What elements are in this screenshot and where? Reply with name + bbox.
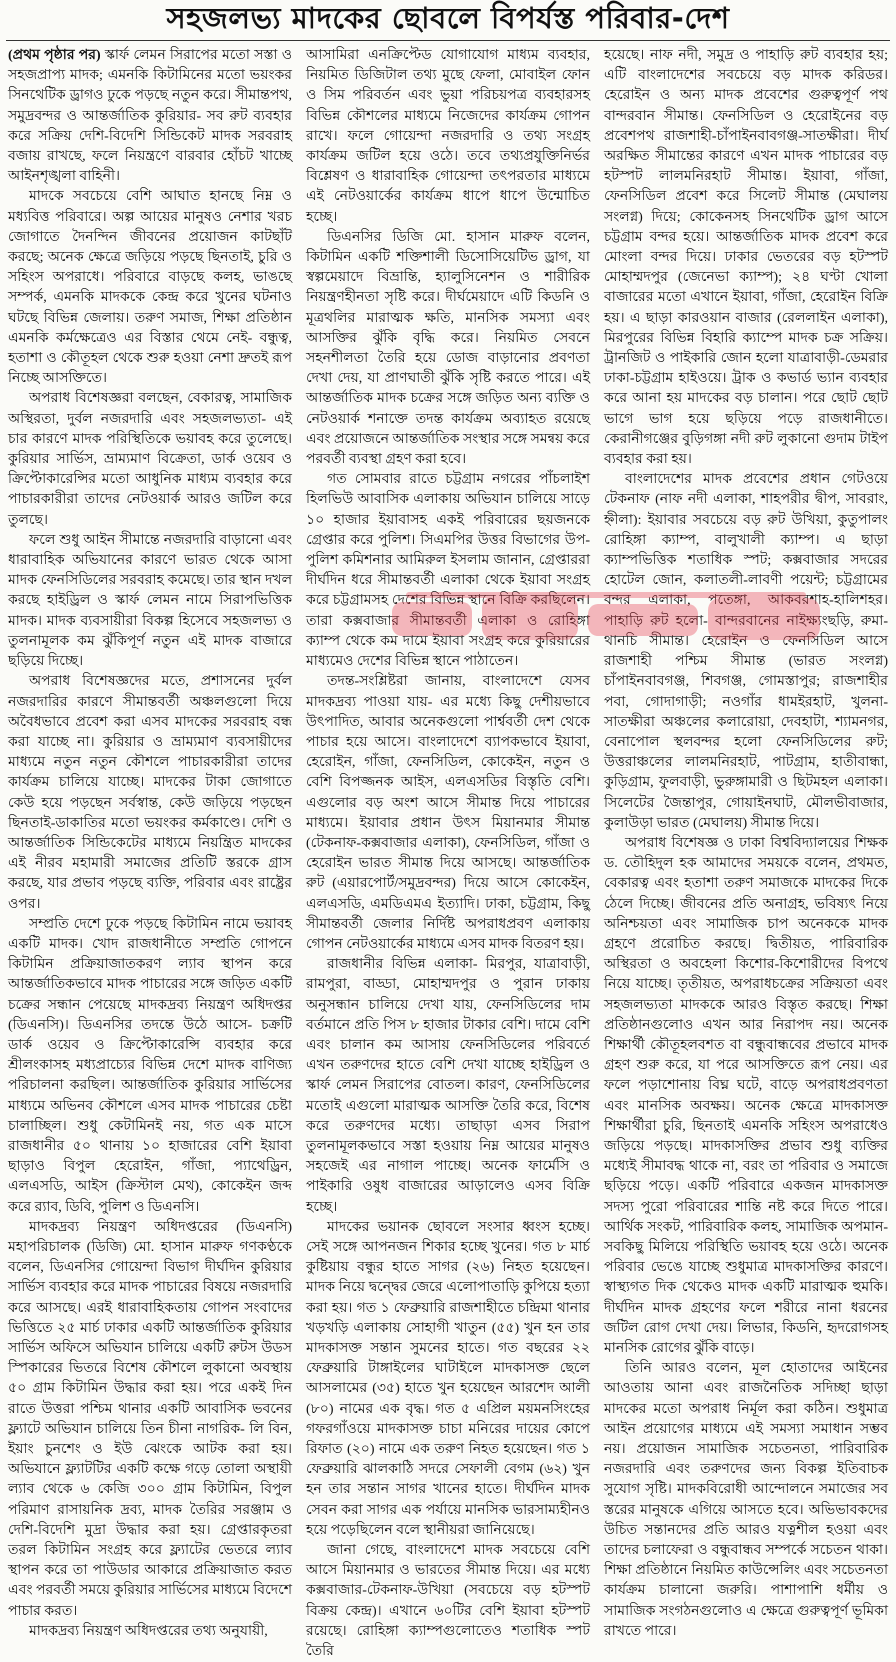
article-paragraph: রাজধানীর বিভিন্ন এলাকা- মিরপুর, যাত্রাবাড়ী, রামপুরা, বাড্ডা, মোহাম্মদপুর ও পুরান ঢাকায় অনুসন্ধান চালিয়ে দেখা যায়, ফেনসিডিলের দাম বর্তমানে প্রতি পিস ৮ হাজার টাকার বেশি। দামে বেশি এবং চালান কম আসায় ফেনসিডিলের পরিবর্তে এখন তরুণদের হাতে বেশি দেখা যাচ্ছে হাইড্রিল ও স্কার্ফ লেমন সিরাপের বোতল। কারণ, ফেনসিডিলের মতোই এগুলো মারাত্মক আসক্তি তৈরি করে, বিশেষ করে তরুণদের মধ্যে। তাছাড়া এসব সিরাপ তুলনামূলকভাবে সস্তা হওয়ায় নিম্ন আয়ের মানুষও সহজেই এর নাগাল পাচ্ছে। অনেক ফার্মেসি ও পাইকারি ওষুধ বাজারের আড়ালেও এসব বিক্রি হচ্ছে।: [306, 957, 590, 1215]
article-paragraph: ফলে শুধু আইন সীমান্তে নজরদারি বাড়ানো এবং ধারাবাহিক অভিযানের কারণে ভারত থেকে আসা মাদক ফেনসিডিলের সরবরাহ কমেছে। তার স্থান দখল করছে হাইড্রিল ও স্কার্ফ লেমন নামে সিরাপভিত্তিক মাদক। মাদক ব্যবসায়ীরা বিকল্প হিসেবে সহজলভ্য ও তুলনামূলক কম ঝুঁকিপূর্ণ নতুন এই মাদক বাজারে ছড়িয়ে দিচ্ছে।: [8, 532, 292, 670]
headline-bar: [6, 0, 890, 41]
article-paragraph: অপরাধ বিশেষজ্ঞরা বলছেন, বেকারত্ব, সামাজিক অস্থিরতা, দুর্বল নজরদারি এবং সহজলভ্যতা- এই চার কারণে মাদক পরিস্থিতিকে ভয়াবহ করে তুলেছে। কুরিয়ার সার্ভিস, ভ্রাম্যমাণ বিক্রেতা, ডার্ক ওয়েব ও ক্রিপ্টোকারেন্সির মতো আধুনিক মাধ্যম ব্যবহার করে পাচারকারীরা তাদের নেটওয়ার্ক আরও জটিল করে তুলছে।: [8, 391, 292, 528]
article-paragraph: গত সোমবার রাতে চট্টগ্রাম নগরের পাঁচলাইশ হিলভিউ আবাসিক এলাকায় অভিযান চালিয়ে সাড়ে ১০ হাজার ইয়াবাসহ একই পরিবারের ছয়জনকে গ্রেপ্তার করে পুলিশ। সিএমপির উত্তর বিভাগের উপ-পুলিশ কমিশনার আমিরুল ইসলাম জানান, গ্রেপ্তাররা দীর্ঘদিন ধরে সীমান্তবর্তী এলাকা থেকে ইয়াবা সংগ্রহ করে চট্টগ্রামসহ দেশের বিভিন্ন স্থানে বিক্রি করছিলেন। তারা কক্সবাজার সীমান্তবর্তী এলাকা ও রোহিঙ্গা ক্যাম্প থেকে কম দামে ইয়াবা সংগ্রহ করে কুরিয়ারের মাধ্যমেও দেশের বিভিন্ন স্থানে পাঠাতেন।: [306, 472, 590, 670]
article-column-1: [8, 46, 293, 1639]
article-paragraph: মাদকদ্রব্য নিয়ন্ত্রণ অধিদপ্তরের তথ্য অনুযায়ী,: [29, 1623, 268, 1639]
article-paragraph: ডিএনসির ডিজি মো. হাসান মারুফ বলেন, কিটামিন একটি শক্তিশালী ডিসোসিয়েটিভ ড্রাগ, যা স্বল্পমেয়াদে বিভ্রান্তি, হ্যালুসিনেশন ও শারীরিক নিয়ন্ত্রণহীনতা সৃষ্টি করে। দীর্ঘমেয়াদে এটি কিডনি ও মূত্রথলির মারাত্মক ক্ষতি, মানসিক সমস্যা এবং আসক্তির ঝুঁকি বৃদ্ধি করে। নিয়মিত সেবনে সহনশীলতা তৈরি হয়ে ডোজ বাড়ানোর প্রবণতা দেখা দেয়, যা প্রাণঘাতী ঝুঁকি সৃষ্টি করতে পারে। এই আন্তর্জাতিক মাদক চক্রের সঙ্গে জড়িত অন্য ব্যক্তি ও নেটওয়ার্ক শনাক্তে তদন্ত কার্যক্রম অব্যাহত রয়েছে এবং প্রয়োজনে আন্তর্জাতিক সংস্থার সঙ্গে সমন্বয় করে পরবর্তী ব্যবস্থা গ্রহণ করা হবে।: [306, 229, 590, 468]
article-paragraph: [8, 46, 292, 187]
article-paragraph: জানা গেছে, বাংলাদেশে মাদক সবচেয়ে বেশি আসে মিয়ানমার ও ভারতের সীমান্ত দিয়ে। এর মধ্যে কক্সবাজার-টেকনাফ-উখিয়া (সবচেয়ে বড় হটস্পট বিক্রয় কেন্দ্র)। এখানে ৬০টির বেশি ইয়াবা হটস্পট রয়েছে। রোহিঙ্গা ক্যাম্পগুলোতেও শতাধিক স্পট তৈরি: [306, 1543, 590, 1660]
article-paragraph: বাংলাদেশের মাদক প্রবেশের প্রধান গেটওয়ে টেকনাফ (নাফ নদী এলাকা, শাহপরীর দ্বীপ, সাবরাং, হ্নীলা): ইয়াবার সবচেয়ে বড় রুট উখিয়া, কুতুপালং রোহিঙ্গা ক্যাম্প, বালুখালী ক্যাম্প। এ ছাড়া ক্যাম্পভিত্তিক শতাধিক স্পট; কক্সবাজার সদরের হোটেল জোন, কলাতলী-লাবণী পয়েন্ট; চট্টগ্রামের বন্দর এলাকা, পতেঙ্গা, আকবরশাহ-হালিশহর। পাহাড়ি রুট হলো- বান্দরবানের নাইক্ষ্যংছড়ি, রুমা-থানচি সীমান্ত। হেরোইন ও ফেনসিডিল আসে রাজশাহী পশ্চিম সীমান্ত (ভারত সংলগ্ন) চাঁপাইনবাবগঞ্জ, শিবগঞ্জ, গোমস্তাপুর; রাজশাহীর পবা, গোদাগাড়ী; নওগাঁর ধামইরহাট, খুলনা-সাতক্ষীরা অঞ্চলের কলারোয়া, দেবহাটা, শ্যামনগর, বেনাপোল স্থলবন্দর হলো ফেনসিডিলের রুট; উত্তরাঞ্চলের লালমনিরহাট, পাটগ্রাম, হাতীবান্ধা, কুড়িগ্রাম, ফুলবাড়ী, ভুরুঙ্গামারী ও ছিটমহল এলাকা। সিলেটের জৈন্তাপুর, গোয়াইনঘাট, মৌলভীবাজার, কুলাউড়া ভারত (মেঘালয়) সীমান্ত দিয়ে।: [604, 472, 888, 831]
article-paragraph: অপরাধ বিশেষজ্ঞ ও ঢাকা বিশ্ববিদ্যালয়ের শিক্ষক ড. তৌহিদুল হক আমাদের সময়কে বলেন, প্রথমত, বেকারত্ব এবং হতাশা তরুণ সমাজকে মাদকের দিকে ঠেলে দিচ্ছে। জীবনের প্রতি অনাগ্রহ, ভবিষ্যৎ নিয়ে অনিশ্চয়তা এবং সামাজিক চাপ অনেককে মাদক গ্রহণে প্ররোচিত করছে। দ্বিতীয়ত, পারিবারিক অস্থিরতা ও অবহেলা কিশোর-কিশোরীদের বিপথে নিয়ে যাচ্ছে। তৃতীয়ত, অপরাধচক্রের সক্রিয়তা এবং সহজলভ্যতা মাদককে আরও বিস্তৃত করছে। শিক্ষা প্রতিষ্ঠানগুলোও এখন আর নিরাপদ নয়। অনেক শিক্ষার্থী কৌতূহলবশত বা বন্ধুবান্ধবের প্রভাবে মাদক গ্রহণ শুরু করে, যা পরে আসক্তিতে রূপ নেয়। এর ফলে পড়াশোনায় বিঘ্ন ঘটে, বাড়ে অপরাধপ্রবণতা এবং মানসিক অবক্ষয়। অনেক ক্ষেত্রে মাদকাসক্ত শিক্ষার্থীরা চুরি, ছিনতাই এমনকি সহিংস অপরাধেও জড়িয়ে পড়ছে। মাদকাসক্তির প্রভাব শুধু ব্যক্তির মধ্যেই সীমাবদ্ধ থাকে না, বরং তা পরিবার ও সমাজে ছড়িয়ে পড়ে। একটি পরিবারে একজন মাদকাসক্ত সদস্য পুরো পরিবারের শান্তি নষ্ট করে দিতে পারে। আর্থিক সংকট, পারিবারিক কলহ, সামাজিক অপমান- সবকিছু মিলিয়ে পরিস্থিতি ভয়াবহ হয়ে ওঠে। অনেক পরিবার ভেঙে যাচ্ছে শুধুমাত্র মাদকাসক্তির কারণে। স্বাস্থ্যগত দিক থেকেও মাদক একটি মারাত্মক হুমকি। দীর্ঘদিন মাদক গ্রহণের ফলে শরীরে নানা ধরনের জটিল রোগ দেখা দেয়। লিভার, কিডনি, হৃদরোগসহ মানসিক রোগের ঝুঁকি বাড়ে।: [604, 835, 888, 1356]
article-paragraph: অপরাধ বিশেষজ্ঞদের মতে, প্রশাসনের দুর্বল নজরদারির কারণে সীমান্তবর্তী অঞ্চলগুলো দিয়ে অবৈধভাবে প্রবেশ করা এসব মাদকের সরবরাহ বন্ধ করা যাচ্ছে না। কুরিয়ার ও ভ্রাম্যমাণ ব্যবসায়ীদের মাধ্যমে নতুন নতুন কৌশলে পাচারকারীরা তাদের কার্যক্রম চালিয়ে যাচ্ছে। মাদকের টাকা জোগাতে কেউ হয়ে পড়ছেন সর্বস্বান্ত, কেউ জড়িয়ে পড়ছেন ছিনতাই-ডাকাতির মতো ভয়ংকর কর্মকাণ্ডে। দেশি ও আন্তর্জাতিক সিন্ডিকেটের মাধ্যমে নিয়ন্ত্রিত মাদকের এই নীরব মহামারী সমাজের প্রতিটি স্তরকে গ্রাস করছে, যার প্রভাব পড়ছে ব্যক্তি, পরিবার এবং রাষ্ট্রের ওপর।: [8, 674, 292, 912]
article-paragraph: মাদকের ভয়ানক ছোবলে সংসার ধ্বংস হচ্ছে। সেই সঙ্গে আপনজন শিকার হচ্ছে খুনের। গত ৮ মার্চ কুষ্টিয়ায় বন্ধুর হাতে সাগর (২৬) নিহত হয়েছেন। মাদক নিয়ে দ্বন্দ্বের জেরে এলোপাতাড়ি কুপিয়ে হত্যা করা হয়। গত ১ ফেব্রুয়ারি রাজশাহীতে চন্দ্রিমা থানার খড়খড়ি এলাকায় সোহাগী খাতুন (৫৫) খুন হন তার মাদকাসক্ত সন্তান সুমনের হাতে। গত বছরের ২২ ফেব্রুয়ারি টাঙ্গাইলের ঘাটাইলে মাদকাসক্ত ছেলে আসলামের (৩৫) হাতে খুন হয়েছেন আরশেদ আলী (৮০) নামের এক বৃদ্ধ। গত ৫ এপ্রিল ময়মনসিংহের গফরগাঁওয়ে মাদকাসক্ত চাচা মনিরের দায়ের কোপে রিফাত (২০) নামে এক তরুণ নিহত হয়েছেন। গত ১ ফেব্রুয়ারি ঝালকাঠি সদরে সেফালী বেগম (৬২) খুন হন তার সন্তান সাগর খানের হাতে। দীর্ঘদিন মাদক সেবন করা সাগর এক পর্যায়ে মানসিক ভারসাম্যহীনও হয়ে পড়েছিলেন বলে স্থানীয়রা জানিয়েছে।: [306, 1219, 590, 1538]
article-paragraph: হয়েছে। নাফ নদী, সমুদ্র ও পাহাড়ি রুট ব্যবহার হয়; এটি বাংলাদেশের সবচেয়ে বড় মাদক করিডর। হেরোইন ও অন্য মাদক প্রবেশের গুরুত্বপূর্ণ পথ বান্দরবান সীমান্ত। ফেনসিডিল ও হেরোইনের বড় প্রবেশপথ রাজশাহী-চাঁপাইনবাবগঞ্জ-সাতক্ষীরা। দীর্ঘ অরক্ষিত সীমান্তের কারণে এখন মাদক পাচারের বড় হটস্পট লালমনিরহাট সীমান্ত। ইয়াবা, গাঁজা, ফেনসিডিল প্রবেশ করে সিলেট সীমান্ত (মেঘালয় সংলগ্ন) দিয়ে; কোকেনসহ সিনথেটিক ড্রাগ আসে চট্টগ্রাম বন্দর হয়ে। আন্তর্জাতিক মাদক প্রবেশ করে মোংলা বন্দর দিয়ে। ঢাকার ভেতরের বড় হটস্পট মোহাম্মদপুর (জেনেভা ক্যাম্প); ২৪ ঘণ্টা খোলা বাজারের মতো এখানে ইয়াবা, গাঁজা, হেরোইন বিক্রি হয়। এ ছাড়া কারওয়ান বাজার (রেললাইন এলাকা), মিরপুরের বিভিন্ন বিহারি ক্যাম্পে মাদক চক্র সক্রিয়। ট্রানজিট ও পাইকারি জোন হলো যাত্রাবাড়ী-ডেমরার ঢাকা-চট্টগ্রাম হাইওয়ে। ট্রাক ও কভার্ড ভ্যান ব্যবহার করে আনা হয় মাদকের বড় চালান। পরে ছোট ছোট ভাগে ভাগ হয়ে ছড়িয়ে পড়ে রাজধানীতে। কেরানীগঞ্জের বুড়িগঙ্গা নদী রুট লুকানো গুদাম টাইপ ব্যবহার করা হয়।: [604, 48, 888, 468]
article-paragraph: সম্প্রতি দেশে ঢুকে পড়ছে কিটামিন নামে ভয়াবহ একটি মাদক। খোদ রাজধানীতে সম্প্রতি গোপনে কিটামিন প্রক্রিয়াজাতকরণ ল্যাব স্থাপন করে আন্তর্জাতিকভাবে মাদক পাচারের সঙ্গে জড়িত একটি চক্রের সন্ধান পেয়েছে মাদকদ্রব্য নিয়ন্ত্রণ অধিদপ্তর (ডিএনসি)। ডিএনসির তদন্তে উঠে আসে- চক্রটি ডার্ক ওয়েব ও ক্রিপ্টোকারেন্সি ব্যবহার করে শ্রীলংকাসহ মধ্যপ্রাচ্যের বিভিন্ন দেশে মাদক বাণিজ্য পরিচালনা করছিল। আন্তর্জাতিক কুরিয়ার সার্ভিসের মাধ্যমে অভিনব কৌশলে এসব মাদক পাচারের চেষ্টা চালাচ্ছিল। শুধু কেটামিনই নয়, গত এক মাসে রাজধানীর ৫০ থানায় ১০ হাজারের বেশি ইয়াবা ছাড়াও বিপুল হেরোইন, গাঁজা, প্যাথেড্রিন, এলএসডি, আইস (ক্রিস্টাল মেথ), কোকেইন জব্দ করে র‌্যাব, ডিবি, পুলিশ ও ডিএনসি।: [8, 916, 292, 1215]
article-paragraph: তদন্ত-সংশ্লিষ্টরা জানায়, বাংলাদেশে যেসব মাদকদ্রব্য পাওয়া যায়- এর মধ্যে কিছু দেশীয়ভাবে উৎপাদিত, আবার অনেকগুলো পার্শ্ববর্তী দেশ থেকে পাচার হয়ে আসে। বাংলাদেশে ব্যাপকভাবে ইয়াবা, হেরোইন, গাঁজা, ফেনসিডিল, কোকেইন, নতুন ও বেশি বিপজ্জনক আইস, এলএসডির বিস্তৃতি বেশি। এগুলোর বড় অংশ আসে সীমান্ত দিয়ে পাচারের মাধ্যমে। ইয়াবার প্রধান উৎস মিয়ানমার সীমান্ত (টেকনাফ-কক্সবাজার এলাকা), ফেনসিডিল, গাঁজা ও হেরোইন ভারত সীমান্ত দিয়ে আসছে। আন্তর্জাতিক রুট (এয়ারপোর্ট/সমুদ্রবন্দর) দিয়ে আসে কোকেইন, এলএসডি, এমডিএমএ ইত্যাদি। ঢাকা, চট্টগ্রাম, কিছু সীমান্তবর্তী জেলার নির্দিষ্ট অপরাধপ্রবণ এলাকায় গোপন নেটওয়ার্কের মাধ্যমে এসব মাদক বিতরণ হয়।: [306, 674, 590, 952]
article-column-3: [604, 46, 888, 1639]
article-paragraph-text: স্কার্ফ লেমন সিরাপের মতো সস্তা ও সহজপ্রাপ্য মাদক; এমনকি কিটামিনের মতো ভয়ংকর সিনথেটিক ড্রাগও ঢুকে পড়ছে নতুন করে। সীমান্তপথ, সমুদ্রবন্দর ও আন্তর্জাতিক কুরিয়ার- সব রুট ব্যবহার করে সক্রিয় দেশি-বিদেশি সিন্ডিকেট মাদক সরবরাহ বজায় রাখছে, ফলে নিয়ন্ত্রণে বারবার হোঁচট খাচ্ছে আইনশৃঙ্খলা বাহিনী।: [8, 48, 293, 185]
article-headline: সহজলভ্য মাদকের ছোবলে বিপর্যস্ত পরিবার-দেশ: [166, 0, 730, 35]
article-paragraph: মাদকদ্রব্য নিয়ন্ত্রণ অধিদপ্তরের (ডিএনসি) মহাপরিচালক (ডিজি) মো. হাসান মারুফ গণকণ্ঠকে বলেন, ডিএনসির গোয়েন্দা বিভাগ দীর্ঘদিন কুরিয়ার সার্ভিস ব্যবহার করে মাদক পাচারের বিষয়ে নজরদারি করে আসছে। এরই ধারাবাহিকতায় গোপন সংবাদের ভিত্তিতে ২৫ মার্চ ঢাকার একটি আন্তর্জাতিক কুরিয়ার সার্ভিস অফিসে অভিযান চালিয়ে একটি রুটস উডস স্পিকারের ভিতরে বিশেষ কৌশলে লুকানো অবস্থায় ৫০ গ্রাম কিটামিন উদ্ধার করা হয়। পরে একই দিন রাতে উত্তরা পশ্চিম থানার একটি আবাসিক ভবনের ফ্ল্যাটে অভিযান চালিয়ে তিন চীনা নাগরিক- লি বিন, ইয়াং চুনশেং ও ইউ ঝেংকে আটক করা হয়। অভিযানে ফ্ল্যাটটির একটি কক্ষে গড়ে তোলা অস্থায়ী ল্যাব থেকে ৬ কেজি ৩০০ গ্রাম কিটামিন, বিপুল পরিমাণ রাসায়নিক দ্রব্য, মাদক তৈরির সরঞ্জাম ও দেশি-বিদেশি মুদ্রা উদ্ধার করা হয়। গ্রেপ্তারকৃতরা তরল কিটামিন সংগ্রহ করে ফ্ল্যাটের ভেতরে ল্যাব স্থাপন করে তা পাউডার আকারে প্রক্রিয়াজাত করত এবং পরবর্তী সময়ে কুরিয়ার সার্ভিসের মাধ্যমে বিদেশে পাচার করত।: [8, 1219, 292, 1619]
continuation-label: (প্রথম পৃষ্ঠার পর): [8, 48, 101, 63]
article-column-2: [306, 46, 590, 1660]
article-paragraph: মাদকে সবচেয়ে বেশি আঘাত হানছে নিম্ন ও মধ্যবিত্ত পরিবারে। অল্প আয়ের মানুষও নেশার খরচ জোগাতে দৈনন্দিন জীবনের প্রয়োজন কাটছাঁট করছে; অনেক ক্ষেত্রে জড়িয়ে পড়ছে ছিনতাই, চুরি ও সহিংস অপরাধে। পরিবারে বাড়ছে কলহ, ভাঙছে সম্পর্ক, এমনকি মাদককে কেন্দ্র করে খুনের ঘটনাও ঘটছে বিভিন্ন জেলায়। তরুণ সমাজ, শিক্ষা প্রতিষ্ঠান এমনকি কর্মক্ষেত্রেও এর বিস্তার থেমে নেই- বন্ধুত্ব, হতাশা ও কৌতূহল থেকে শুরু হওয়া নেশা দ্রুতই রূপ নিচ্ছে আসক্তিতে।: [8, 189, 292, 387]
article-paragraph: আসামিরা এনক্রিপ্টেড যোগাযোগ মাধ্যম ব্যবহার, নিয়মিত ডিজিটাল তথ্য মুছে ফেলা, মোবাইল ফোন ও সিম পরিবর্তন এবং ভুয়া পরিচয়পত্র ব্যবহারসহ বিভিন্ন কৌশলের মাধ্যমে নিজেদের কার্যক্রম গোপন রাখে। ফলে গোয়েন্দা নজরদারি ও তথ্য সংগ্রহ কার্যক্রম জটিল হয়ে ওঠে। তবে তথ্যপ্রযুক্তিনির্ভর বিশ্লেষণ ও ধারাবাহিক গোয়েন্দা তৎপরতার মাধ্যমে এই নেটওয়ার্কের কার্যক্রম ধাপে ধাপে উন্মোচিত হচ্ছে।: [306, 48, 590, 225]
article-paragraph: তিনি আরও বলেন, মূল হোতাদের আইনের আওতায় আনা এবং রাজনৈতিক সদিচ্ছা ছাড়া মাদকের মতো অপরাধ নির্মূল করা কঠিন। শুধুমাত্র আইন প্রয়োগের মাধ্যমে এই সমস্যা সমাধান সম্ভব নয়। প্রয়োজন সামাজিক সচেতনতা, পারিবারিক নজরদারি এবং তরুণদের জন্য বিকল্প ইতিবাচক সুযোগ সৃষ্টি। মাদকবিরোধী আন্দোলনে সমাজের সব স্তরের মানুষকে এগিয়ে আসতে হবে। অভিভাবকদের উচিত সন্তানদের প্রতি আরও যত্নশীল হওয়া এবং তাদের চলাফেরা ও বন্ধুবান্ধব সম্পর্কে সচেতন থাকা। শিক্ষা প্রতিষ্ঠানে নিয়মিত কাউন্সেলিং এবং সচেতনতা কার্যক্রম চালানো জরুরি। পাশাপাশি ধর্মীয় ও সামাজিক সংগঠনগুলোও এ ক্ষেত্রে গুরুত্বপূর্ণ ভূমিকা রাখতে পারে।: [604, 1361, 888, 1639]
